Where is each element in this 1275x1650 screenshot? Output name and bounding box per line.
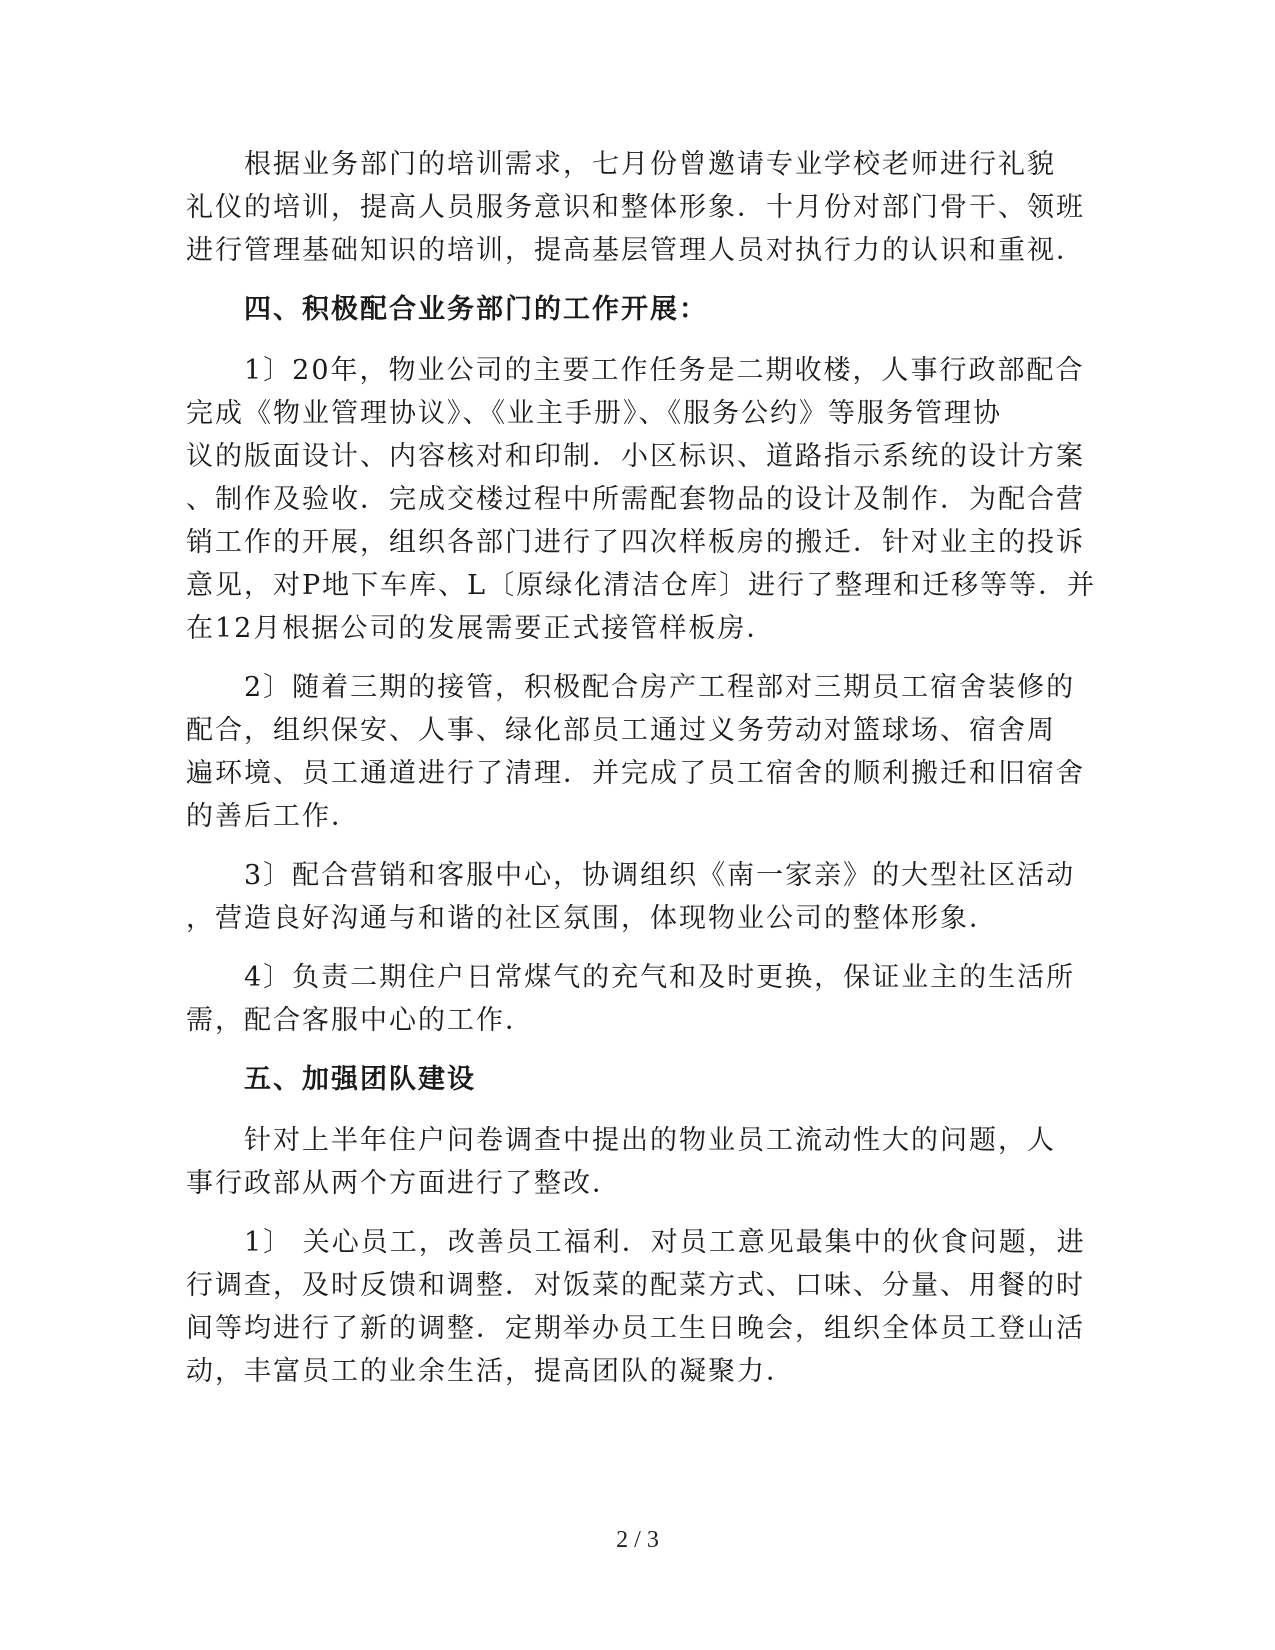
page-body — [186, 143, 1097, 1409]
paragraph-item-3 — [186, 854, 1076, 940]
paragraph-training — [186, 143, 1085, 272]
text-line: 间等均进行了新的调整．定期举办员工生日晚会，组织全体员工登山活 — [186, 1313, 1085, 1344]
text-line: 完成《物业管理协议》、《业主手册》、《服务公约》等服务管理协 — [186, 398, 1002, 429]
section-heading-5: 五、加强团队建设 — [244, 1064, 476, 1095]
text-line: 、制作及验收．完成交楼过程中所需配套物品的设计及制作．为配合营 — [186, 484, 1085, 515]
text-line: 议的版面设计、内容核对和印制．小区标识、道路指示系统的设计方案 — [186, 441, 1085, 472]
paragraph-item-2 — [186, 666, 1085, 838]
text-line: 的善后工作． — [186, 801, 360, 832]
text-line: 3〕配合营销和客服中心，协调组织《南一家亲》的大型社区活动 — [244, 860, 1076, 891]
text-line: 1〕20年，物业公司的主要工作任务是二期收楼，人事行政部配合 — [244, 355, 1085, 386]
text-line: 配合，组织保安、人事、绿化部员工通过义务劳动对篮球场、宿舍周 — [186, 715, 1056, 746]
text-line: 遍环境、员工通道进行了清理．并完成了员工宿舍的顺利搬迁和旧宿舍 — [186, 758, 1085, 789]
text-line: 行调查，及时反馈和调整．对饭菜的配菜方式、口味、分量、用餐的时 — [186, 1270, 1085, 1301]
text-line: 需，配合客服中心的工作． — [186, 1005, 534, 1036]
text-line: ，营造良好沟通与和谐的社区氛围，体现物业公司的整体形象． — [186, 903, 998, 934]
paragraph-item-4 — [186, 956, 1076, 1042]
paragraph-team-item-1 — [186, 1221, 1086, 1393]
text-line: 在12月根据公司的发展需要正式接管样板房． — [186, 613, 776, 644]
text-line: 动，丰富员工的业余生活，提高团队的凝聚力． — [186, 1356, 795, 1387]
text-line: 销工作的开展，组织各部门进行了四次样板房的搬迁．针对业主的投诉 — [186, 527, 1085, 558]
paragraph-item-1 — [186, 349, 1097, 650]
text-line: 根据业务部门的培训需求，七月份曾邀请专业学校老师进行礼貌 — [244, 149, 1056, 180]
paragraph-team-intro — [186, 1119, 1064, 1205]
text-line: 4〕负责二期住户日常煤气的充气和及时更换，保证业主的生活所 — [244, 962, 1076, 993]
text-line: 事行政部从两个方面进行了整改． — [186, 1168, 621, 1199]
text-line: 进行管理基础知识的培训，提高基层管理人员对执行力的认识和重视． — [186, 235, 1085, 266]
text-line: 礼仪的培训，提高人员服务意识和整体形象．十月份对部门骨干、领班 — [186, 192, 1085, 223]
text-line: 针对上半年住户问卷调查中提出的物业员工流动性大的问题，人 — [244, 1125, 1056, 1156]
text-line: 意见，对P地下车库、L〔原绿化清洁仓库〕进行了整理和迁移等等．并 — [186, 570, 1097, 601]
section-heading-4: 四、积极配合业务部门的工作开展： — [244, 294, 708, 325]
text-line: 2〕随着三期的接管，积极配合房产工程部对三期员工宿舍装修的 — [244, 672, 1076, 703]
page-number: 2 / 3 — [616, 1527, 659, 1553]
text-line: 1〕 关心员工，改善员工福利．对员工意见最集中的伙食问题，进 — [244, 1227, 1086, 1258]
